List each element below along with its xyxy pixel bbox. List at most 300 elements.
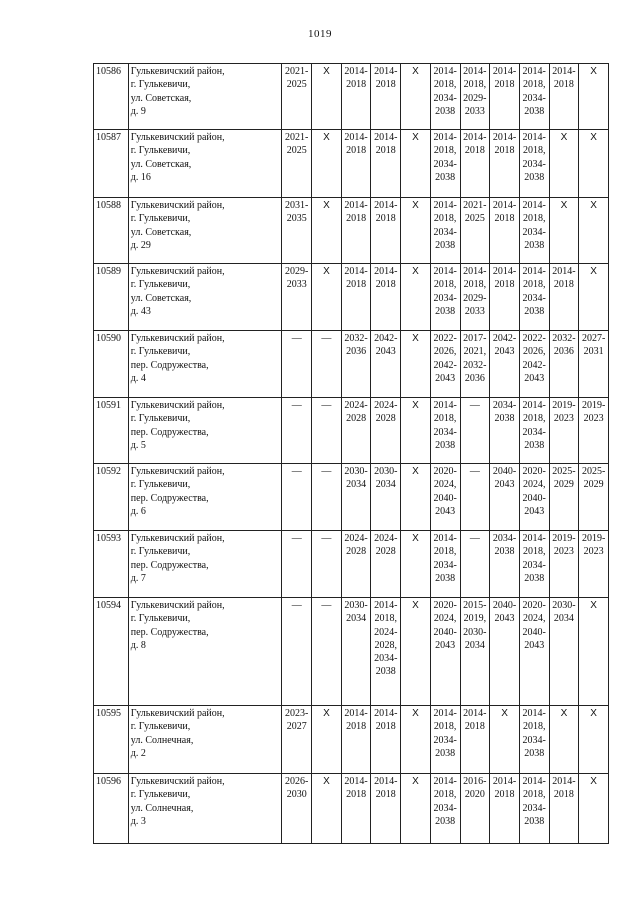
period-value: 2019- xyxy=(552,400,576,411)
period-value: 2014- xyxy=(374,600,398,611)
period-value: 2019- xyxy=(581,400,606,411)
address-cell xyxy=(128,706,282,774)
period-value: 2040- xyxy=(433,492,457,504)
period-cell xyxy=(579,198,609,264)
period-value: 2018 xyxy=(375,721,396,733)
address-line: д. 4 xyxy=(130,372,146,384)
period-cell xyxy=(282,774,312,844)
period-cell xyxy=(341,531,371,598)
period-cell xyxy=(460,598,490,706)
period-cell xyxy=(312,64,342,130)
period-cell xyxy=(519,130,549,198)
period-value: 2018 xyxy=(494,789,515,801)
page-number: 1019 xyxy=(308,28,332,40)
address-line: пер. Содружества, xyxy=(130,492,209,504)
period-value: 2034 xyxy=(464,639,485,651)
period-value: 2043 xyxy=(375,346,396,358)
period-value: 2018, xyxy=(522,721,546,733)
address-cell xyxy=(128,398,282,464)
period-cell xyxy=(282,531,312,598)
period-value: 2014- xyxy=(433,200,457,211)
address-line: Гулькевичский район, xyxy=(130,708,225,719)
period-value: 2014- xyxy=(552,266,576,277)
period-cell xyxy=(490,598,520,706)
period-cell xyxy=(549,398,579,464)
address-line: пер. Содружества, xyxy=(130,626,209,638)
period-value: 2018 xyxy=(346,279,367,291)
period-value: 2017- xyxy=(463,333,487,344)
period-value: — xyxy=(321,533,332,544)
period-value: — xyxy=(469,400,480,411)
period-cell xyxy=(341,198,371,264)
period-value: 2014- xyxy=(433,776,457,787)
address-line: д. 3 xyxy=(130,815,146,827)
period-value: X xyxy=(412,533,419,544)
period-cell xyxy=(371,130,401,198)
period-cell xyxy=(371,464,401,531)
period-cell xyxy=(341,264,371,331)
period-value: 2036 xyxy=(346,346,367,358)
period-value: 2025 xyxy=(464,213,485,225)
period-value: 2024- xyxy=(374,626,398,638)
address-line: г. Гулькевичи, xyxy=(130,789,191,801)
period-cell xyxy=(460,531,490,598)
row-number: 10596 xyxy=(94,774,129,844)
period-value: 2038 xyxy=(524,439,545,451)
period-value: 2029- xyxy=(463,92,487,104)
period-cell xyxy=(430,64,460,130)
period-value: X xyxy=(412,600,419,611)
period-value: — xyxy=(469,533,480,544)
period-value: 2030- xyxy=(463,626,487,638)
period-value: 2034- xyxy=(433,92,457,104)
period-value: 2018, xyxy=(522,413,546,425)
period-value: 2014- xyxy=(552,66,576,77)
address-line: г. Гулькевичи, xyxy=(130,346,191,358)
period-value: 2018, xyxy=(522,546,546,558)
period-cell xyxy=(460,64,490,130)
period-value: 2014- xyxy=(344,266,368,277)
period-value: 2024, xyxy=(433,613,457,625)
address-line: ул. Советская, xyxy=(130,158,192,170)
address-line: д. 43 xyxy=(130,305,151,317)
period-value: 2034- xyxy=(374,653,398,665)
row-number: 10587 xyxy=(94,130,129,198)
period-value: 2014- xyxy=(374,776,398,787)
period-value: 2024- xyxy=(374,400,398,411)
period-value: 2029 xyxy=(553,479,574,491)
address-cell xyxy=(128,264,282,331)
period-cell xyxy=(401,531,431,598)
period-value: 2014- xyxy=(344,66,368,77)
period-value: 2034- xyxy=(433,158,457,170)
period-value: 2018, xyxy=(522,79,546,91)
period-cell xyxy=(490,264,520,331)
period-cell xyxy=(371,331,401,398)
period-value: 2014- xyxy=(374,708,398,719)
address-line: г. Гулькевичи, xyxy=(130,79,191,91)
period-value: 2018, xyxy=(433,789,457,801)
period-cell xyxy=(490,64,520,130)
period-value: 2026- xyxy=(285,776,309,787)
address-line: д. 2 xyxy=(130,747,146,759)
period-cell xyxy=(430,198,460,264)
period-cell xyxy=(282,64,312,130)
period-value: 2034 xyxy=(346,479,367,491)
period-value: 2019, xyxy=(463,613,487,625)
period-value: 2020- xyxy=(522,600,546,611)
period-value: 2038 xyxy=(524,171,545,183)
period-cell xyxy=(430,774,460,844)
period-cell xyxy=(312,264,342,331)
period-value: 2042- xyxy=(433,359,457,371)
address-line: д. 8 xyxy=(130,639,146,651)
period-cell xyxy=(341,331,371,398)
period-value: 2014- xyxy=(522,708,546,719)
period-value: 2014- xyxy=(522,776,546,787)
row-number: 10586 xyxy=(94,64,129,130)
table-row xyxy=(94,706,609,774)
period-value: 2030- xyxy=(344,466,368,477)
period-cell xyxy=(312,130,342,198)
period-value: 2032- xyxy=(552,333,576,344)
address-line: Гулькевичский район, xyxy=(130,533,225,544)
period-value: 2014- xyxy=(433,132,457,143)
period-cell xyxy=(460,130,490,198)
period-value: 2034- xyxy=(433,802,457,814)
period-value: 2042- xyxy=(374,333,398,344)
period-value: 2027- xyxy=(581,333,606,344)
period-cell xyxy=(460,331,490,398)
period-cell xyxy=(371,774,401,844)
period-cell xyxy=(341,706,371,774)
period-value: X xyxy=(412,333,419,344)
period-value: — xyxy=(321,333,332,344)
period-value: — xyxy=(469,466,480,477)
period-value: 2043 xyxy=(435,372,456,384)
period-cell xyxy=(401,464,431,531)
period-cell xyxy=(579,398,609,464)
period-value: 2022- xyxy=(522,333,546,344)
period-value: 2018, xyxy=(522,213,546,225)
period-cell xyxy=(549,464,579,531)
period-value: X xyxy=(590,266,597,277)
period-value: 2034- xyxy=(522,426,546,438)
period-cell xyxy=(401,398,431,464)
period-value: 2031 xyxy=(583,346,604,358)
period-value: 2030- xyxy=(344,600,368,611)
period-value: 2018, xyxy=(522,789,546,801)
period-value: X xyxy=(590,776,597,787)
address-line: г. Гулькевичи, xyxy=(130,613,191,625)
period-value: 2018 xyxy=(553,279,574,291)
period-cell xyxy=(312,198,342,264)
period-value: 2018 xyxy=(346,721,367,733)
period-value: X xyxy=(323,132,330,143)
period-value: 2027 xyxy=(286,721,307,733)
row-number: 10589 xyxy=(94,264,129,331)
period-value: 2040- xyxy=(522,626,546,638)
period-value: X xyxy=(412,708,419,719)
address-cell xyxy=(128,130,282,198)
period-value: 2019- xyxy=(552,533,576,544)
period-value: 2014- xyxy=(433,533,457,544)
period-cell xyxy=(549,774,579,844)
period-value: 2018 xyxy=(375,213,396,225)
period-value: 2014- xyxy=(433,266,457,277)
period-cell xyxy=(490,331,520,398)
period-value: 2018, xyxy=(433,546,457,558)
period-value: 2014- xyxy=(374,266,398,277)
period-cell xyxy=(519,331,549,398)
period-value: — xyxy=(291,400,302,411)
period-value: 2038 xyxy=(524,239,545,251)
period-cell xyxy=(341,130,371,198)
period-value: 2040- xyxy=(492,600,517,611)
address-cell xyxy=(128,331,282,398)
period-value: X xyxy=(560,708,568,719)
period-value: X xyxy=(560,200,568,211)
row-number: 10594 xyxy=(94,598,129,706)
period-value: 2043 xyxy=(524,639,545,651)
period-value: 2043 xyxy=(524,372,545,384)
period-cell xyxy=(430,130,460,198)
period-cell xyxy=(282,264,312,331)
period-cell xyxy=(549,598,579,706)
period-value: 2040- xyxy=(492,466,517,477)
period-value: 2028 xyxy=(375,546,396,558)
address-line: г. Гулькевичи, xyxy=(130,546,191,558)
period-cell xyxy=(430,331,460,398)
period-value: 2034- xyxy=(522,559,546,571)
register-table xyxy=(93,63,609,844)
table-row xyxy=(94,64,609,130)
period-cell xyxy=(579,464,609,531)
period-value: X xyxy=(412,66,419,77)
period-value: 2034- xyxy=(433,426,457,438)
period-cell xyxy=(312,464,342,531)
address-line: Гулькевичский район, xyxy=(130,66,225,77)
row-number: 10592 xyxy=(94,464,129,531)
address-line: г. Гулькевичи, xyxy=(130,479,191,491)
period-value: 2018 xyxy=(375,79,396,91)
address-line: г. Гулькевичи, xyxy=(130,145,191,157)
period-value: X xyxy=(590,600,597,611)
period-value: 2018, xyxy=(433,213,457,225)
period-cell xyxy=(371,398,401,464)
period-cell xyxy=(549,198,579,264)
period-value: 2034- xyxy=(522,802,546,814)
period-cell xyxy=(519,706,549,774)
address-line: д. 5 xyxy=(130,439,146,451)
period-cell xyxy=(401,198,431,264)
period-value: 2021- xyxy=(285,132,309,143)
table-row xyxy=(94,130,609,198)
period-value: 2016- xyxy=(463,776,487,787)
address-cell xyxy=(128,774,282,844)
period-value: 2014- xyxy=(374,200,398,211)
period-value: 2018 xyxy=(494,79,515,91)
period-value: 2023 xyxy=(583,413,604,425)
period-cell xyxy=(430,464,460,531)
period-cell xyxy=(282,398,312,464)
period-value: 2034 xyxy=(346,613,367,625)
period-value: 2036 xyxy=(464,372,485,384)
period-cell xyxy=(460,264,490,331)
period-cell xyxy=(549,531,579,598)
period-value: 2018 xyxy=(346,145,367,157)
period-value: 2034- xyxy=(492,533,517,544)
period-value: 2018, xyxy=(433,145,457,157)
address-cell xyxy=(128,198,282,264)
period-value: 2024- xyxy=(374,533,398,544)
period-value: 2040- xyxy=(433,626,457,638)
table-row xyxy=(94,398,609,464)
period-value: 2021, xyxy=(463,346,487,358)
period-cell xyxy=(312,531,342,598)
period-cell xyxy=(371,64,401,130)
period-value: X xyxy=(323,66,330,77)
address-line: Гулькевичский район, xyxy=(130,400,225,411)
period-value: 2028 xyxy=(375,413,396,425)
period-value: 2036 xyxy=(553,346,574,358)
period-value: 2014- xyxy=(492,776,517,787)
period-value: 2014- xyxy=(433,66,457,77)
period-value: 2014- xyxy=(522,400,546,411)
table-row xyxy=(94,331,609,398)
period-cell xyxy=(282,130,312,198)
period-value: 2014- xyxy=(492,266,517,277)
period-value: 2038 xyxy=(435,105,456,117)
period-value: X xyxy=(323,776,330,787)
address-line: д. 9 xyxy=(130,105,146,117)
address-line: Гулькевичский район, xyxy=(130,776,225,787)
period-value: 2024- xyxy=(344,400,368,411)
period-value: 2014- xyxy=(374,66,398,77)
period-value: 2014- xyxy=(344,200,368,211)
period-value: X xyxy=(590,132,597,143)
period-value: — xyxy=(321,600,332,611)
address-line: Гулькевичский район, xyxy=(130,266,225,277)
period-value: 2038 xyxy=(435,305,456,317)
period-cell xyxy=(490,398,520,464)
period-value: 2043 xyxy=(494,479,515,491)
row-number: 10595 xyxy=(94,706,129,774)
period-value: 2038 xyxy=(524,305,545,317)
address-line: пер. Содружества, xyxy=(130,426,209,438)
period-cell xyxy=(430,706,460,774)
period-value: 2042- xyxy=(522,359,546,371)
period-value: 2033 xyxy=(464,105,485,117)
period-cell xyxy=(282,198,312,264)
period-value: 2033 xyxy=(464,305,485,317)
address-line: ул. Советская, xyxy=(130,226,192,238)
period-value: 2028, xyxy=(374,639,398,651)
address-line: Гулькевичский район, xyxy=(130,132,225,143)
table-row xyxy=(94,264,609,331)
row-number: 10590 xyxy=(94,331,129,398)
address-line: Гулькевичский район, xyxy=(130,333,225,344)
period-value: X xyxy=(323,266,330,277)
period-cell xyxy=(401,774,431,844)
period-value: 2038 xyxy=(435,572,456,584)
table-body xyxy=(94,64,609,844)
period-value: — xyxy=(291,466,302,477)
address-line: Гулькевичский район, xyxy=(130,466,225,477)
period-value: X xyxy=(412,200,419,211)
period-value: 2032- xyxy=(463,359,487,371)
period-cell xyxy=(401,64,431,130)
table-row xyxy=(94,464,609,531)
period-cell xyxy=(371,706,401,774)
period-value: 2018, xyxy=(433,79,457,91)
period-cell xyxy=(519,264,549,331)
period-value: 2014- xyxy=(463,266,487,277)
period-value: 2033 xyxy=(286,279,307,291)
period-cell xyxy=(579,130,609,198)
period-value: X xyxy=(560,132,568,143)
period-cell xyxy=(519,198,549,264)
period-value: 2029- xyxy=(463,292,487,304)
period-value: 2038 xyxy=(435,239,456,251)
period-cell xyxy=(371,198,401,264)
period-value: 2023 xyxy=(553,413,574,425)
period-value: 2028 xyxy=(346,413,367,425)
period-value: 2018, xyxy=(433,279,457,291)
period-value: 2018 xyxy=(464,721,485,733)
period-value: X xyxy=(412,776,419,787)
period-value: 2018 xyxy=(375,279,396,291)
period-value: 2014- xyxy=(463,708,487,719)
address-line: ул. Советская, xyxy=(130,292,192,304)
address-cell xyxy=(128,464,282,531)
period-value: X xyxy=(412,400,419,411)
period-value: — xyxy=(321,400,332,411)
period-value: 2034- xyxy=(522,734,546,746)
period-value: 2020- xyxy=(522,466,546,477)
period-value: 2018 xyxy=(553,789,574,801)
period-value: 2025- xyxy=(552,466,576,477)
period-value: X xyxy=(412,466,419,477)
period-value: 2014- xyxy=(492,132,517,143)
period-value: 2028 xyxy=(346,546,367,558)
period-cell xyxy=(401,598,431,706)
period-value: 2014- xyxy=(433,400,457,411)
period-value: 2034 xyxy=(553,613,574,625)
period-value: 2034- xyxy=(433,226,457,238)
period-cell xyxy=(371,264,401,331)
period-value: 2026, xyxy=(522,346,546,358)
period-cell xyxy=(460,464,490,531)
period-cell xyxy=(341,64,371,130)
period-value: 2018, xyxy=(433,413,457,425)
address-line: ул. Солнечная, xyxy=(130,802,194,814)
period-value: 2014- xyxy=(492,200,517,211)
period-cell xyxy=(519,398,549,464)
period-value: 2040- xyxy=(522,492,546,504)
period-value: 2014- xyxy=(522,66,546,77)
table-row xyxy=(94,774,609,844)
period-value: 2018 xyxy=(494,213,515,225)
period-value: 2043 xyxy=(494,346,515,358)
address-cell xyxy=(128,598,282,706)
address-line: ул. Советская, xyxy=(130,92,192,104)
period-cell xyxy=(579,774,609,844)
period-cell xyxy=(519,531,549,598)
period-value: 2018, xyxy=(522,145,546,157)
address-line: д. 7 xyxy=(130,572,146,584)
address-line: д. 16 xyxy=(130,171,151,183)
